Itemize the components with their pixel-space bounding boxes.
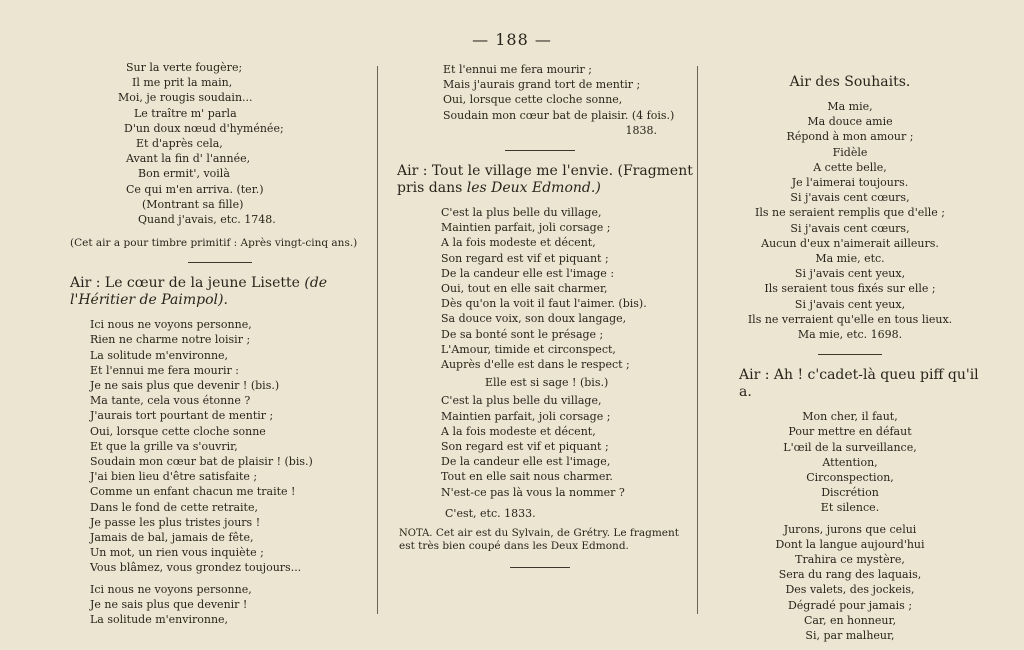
verse-line: Je l'aimerai toujours. — [791, 176, 909, 190]
verse-line: Il me prit la main, — [132, 76, 233, 90]
nota-label: NOTA. — [399, 528, 433, 540]
verse-line: Discrétion — [821, 486, 879, 500]
verse-line: Le traître m' parla — [134, 106, 237, 120]
verse-line: De la candeur elle est l'image, — [441, 455, 611, 469]
verse-line: Si j'avais cent cœurs, — [790, 221, 910, 235]
verse-line: Et l'ennui me fera mourir : — [90, 363, 239, 377]
heading-text: Air : Tout le village me l'envie. (Fragment pris dans — [397, 163, 693, 197]
verse-line: Ma mie, — [827, 100, 873, 113]
verse-line: Ils seraient tous fixés sur elle ; — [764, 282, 936, 296]
song-heading: Air des Souhaits. — [789, 74, 911, 90]
verse-line: L'Amour, timide et circonspect, — [441, 342, 616, 356]
verse-line: Fidèle — [832, 145, 868, 159]
section-rule — [505, 150, 575, 151]
page-number: — 188 — — [472, 30, 552, 49]
verse-line: D'un doux nœud d'hyménée; — [124, 121, 284, 135]
verse-block — [385, 393, 695, 499]
verse-line: Ma tante, cela vous étonne ? — [90, 394, 251, 408]
verse-line: Quand j'avais, etc. 1748. — [138, 213, 276, 227]
song-heading: Air : Ah ! c'cadet-là queu piff qu'il a. — [739, 367, 979, 401]
heading-text: Air : Le cœur de la jeune Lisette — [70, 275, 300, 292]
verse-line: Sa douce voix, son doux langage, — [441, 312, 627, 326]
verse-line: Et silence. — [820, 501, 880, 515]
verse-line: La solitude m'environne, — [90, 348, 229, 362]
verse-line: Si j'avais cent cœurs, — [790, 191, 910, 205]
verse-line: Maintien parfait, joli corsage ; — [441, 221, 611, 235]
verse-block — [385, 205, 695, 372]
verse-line: Car, en honneur, — [803, 613, 897, 627]
nota-text: Cet air est du Sylvain, de Grétry. Le fragment est très bien coupé dans les Deux Edmond. — [399, 527, 679, 553]
verse-line: Vous blâmez, vous grondez toujours... — [90, 561, 302, 575]
verse-line: Rien ne charme notre loisir ; — [90, 333, 251, 347]
closing-line: C'est, etc. 1833. — [445, 506, 536, 520]
verse-block — [70, 317, 370, 575]
verse-line: Et que la grille va s'ouvrir, — [90, 439, 238, 453]
verse-line: Un mot, un rien vous inquiète ; — [90, 546, 264, 560]
verse-block — [705, 409, 995, 515]
verse-line: N'est-ce pas là vous la nommer ? — [441, 485, 625, 499]
verse-line: (Montrant sa fille) — [142, 197, 244, 211]
section-rule — [188, 262, 252, 263]
verse-line: Comme un enfant chacun me traite ! — [90, 485, 296, 499]
verse-line: Ma mie, etc. 1698. — [797, 328, 903, 342]
verse-line: Circonspection, — [806, 471, 894, 485]
verse-line: Si j'avais cent yeux, — [794, 297, 906, 311]
song-heading — [70, 275, 370, 309]
heading-italic: les Deux Edmond.) — [466, 180, 601, 197]
verse-line: Si, par malheur, — [805, 629, 895, 643]
date: 1838. — [625, 123, 657, 137]
verse-line: J'ai bien lieu d'être satisfaite ; — [90, 470, 258, 484]
verse-line: Je passe les plus tristes jours ! — [90, 515, 261, 529]
verse-line: Bon ermit', voilà — [138, 167, 230, 181]
verse-line: A la fois modeste et décent, — [441, 424, 596, 438]
verse-line: Soudain mon cœur bat de plaisir. (4 fois.) — [443, 108, 675, 122]
verse-block — [705, 522, 995, 644]
verse-line: C'est la plus belle du village, — [441, 206, 602, 220]
verse-line: Répond à mon amour ; — [786, 130, 914, 144]
verse-line: Trahira ce mystère, — [795, 553, 905, 567]
column-middle — [385, 62, 695, 580]
section-rule — [818, 354, 882, 355]
verse-line: Ici nous ne voyons personne, — [90, 582, 252, 596]
verse-line: Tout en elle sait nous charmer. — [441, 470, 613, 484]
verse-block — [70, 582, 370, 628]
verse-line: Ma douce amie — [807, 115, 893, 129]
verse-line: Jurons, jurons que celui — [783, 522, 917, 536]
verse-line: Mais j'aurais grand tort de mentir ; — [443, 78, 641, 92]
verse-line: Ma mie, etc. — [815, 252, 885, 266]
verse-block — [70, 60, 370, 227]
verse-line: Sur la verte fougère; — [126, 61, 243, 74]
verse-line: Des valets, des jockeis, — [785, 583, 915, 597]
column-divider-left — [377, 66, 378, 614]
section-rule — [510, 567, 570, 568]
verse-line: Ce qui m'en arriva. (ter.) — [126, 182, 264, 196]
verse-line: La solitude m'environne, — [90, 613, 229, 627]
column-left — [70, 60, 370, 627]
verse-line: A la fois modeste et décent, — [441, 236, 596, 250]
verse-line: Son regard est vif et piquant ; — [441, 440, 609, 454]
verse-line: Dans le fond de cette retraite, — [90, 500, 258, 514]
column-divider-right — [697, 66, 698, 614]
verse-line: Ils ne seraient remplis que d'elle ; — [755, 206, 945, 220]
heading-italic: (de l'Héritier de Paimpol). — [70, 275, 328, 309]
verse-line: Pour mettre en défaut — [788, 425, 912, 439]
verse-line: Moi, je rougis soudain... — [118, 91, 253, 105]
verse-line: Auprès d'elle est dans le respect ; — [441, 358, 630, 372]
verse-line: Attention, — [822, 455, 878, 469]
song-heading — [385, 163, 695, 197]
verse-line: Ils ne verraient qu'elle en tous lieux. — [747, 312, 953, 326]
verse-line: Mon cher, il faut, — [802, 410, 898, 424]
verse-line: De sa bonté sont le présage ; — [441, 327, 604, 341]
verse-line: Aucun d'eux n'aimerait ailleurs. — [761, 236, 939, 250]
verse-block — [385, 62, 695, 123]
verse-line: Son regard est vif et piquant ; — [441, 251, 609, 265]
verse-line: Avant la fin d' l'année, — [126, 152, 251, 166]
refrain: Elle est si sage ! (bis.) — [485, 376, 609, 390]
verse-line: J'aurais tort pourtant de mentir ; — [90, 409, 274, 423]
verse-block — [705, 99, 995, 342]
verse-line: Sera du rang des laquais, — [778, 568, 922, 582]
verse-line: Et l'ennui me fera mourir ; — [443, 63, 592, 76]
verse-line: Soudain mon cœur bat de plaisir ! (bis.) — [90, 455, 313, 469]
column-right — [705, 64, 995, 643]
verse-line: C'est la plus belle du village, — [441, 394, 602, 408]
verse-line: Si j'avais cent yeux, — [794, 267, 906, 281]
verse-line: Je ne sais plus que devenir ! — [90, 597, 248, 611]
verse-line: Dégradé pour jamais ; — [787, 598, 913, 612]
verse-line: Dont la langue aujourd'hui — [775, 537, 925, 551]
verse-line: Et d'après cela, — [136, 137, 223, 151]
nota — [385, 527, 695, 553]
verse-line: Oui, tout en elle sait charmer, — [441, 282, 608, 296]
verse-line: De la candeur elle est l'image : — [441, 266, 615, 280]
verse-line: Oui, lorsque cette cloche sonne, — [443, 93, 623, 107]
verse-line: Maintien parfait, joli corsage ; — [441, 409, 611, 423]
verse-line: Dès qu'on la voit il faut l'aimer. (bis). — [441, 297, 647, 311]
verse-line: L'œil de la surveillance, — [783, 440, 917, 454]
verse-line: Ici nous ne voyons personne, — [90, 318, 252, 332]
verse-line: Oui, lorsque cette cloche sonne — [90, 424, 266, 438]
verse-line: Jamais de bal, jamais de fête, — [90, 531, 254, 545]
verse-line: Je ne sais plus que devenir ! (bis.) — [90, 379, 280, 393]
verse-line: A cette belle, — [813, 160, 887, 174]
note: (Cet air a pour timbre primitif : Après vingt-cinq ans.) — [70, 237, 358, 250]
